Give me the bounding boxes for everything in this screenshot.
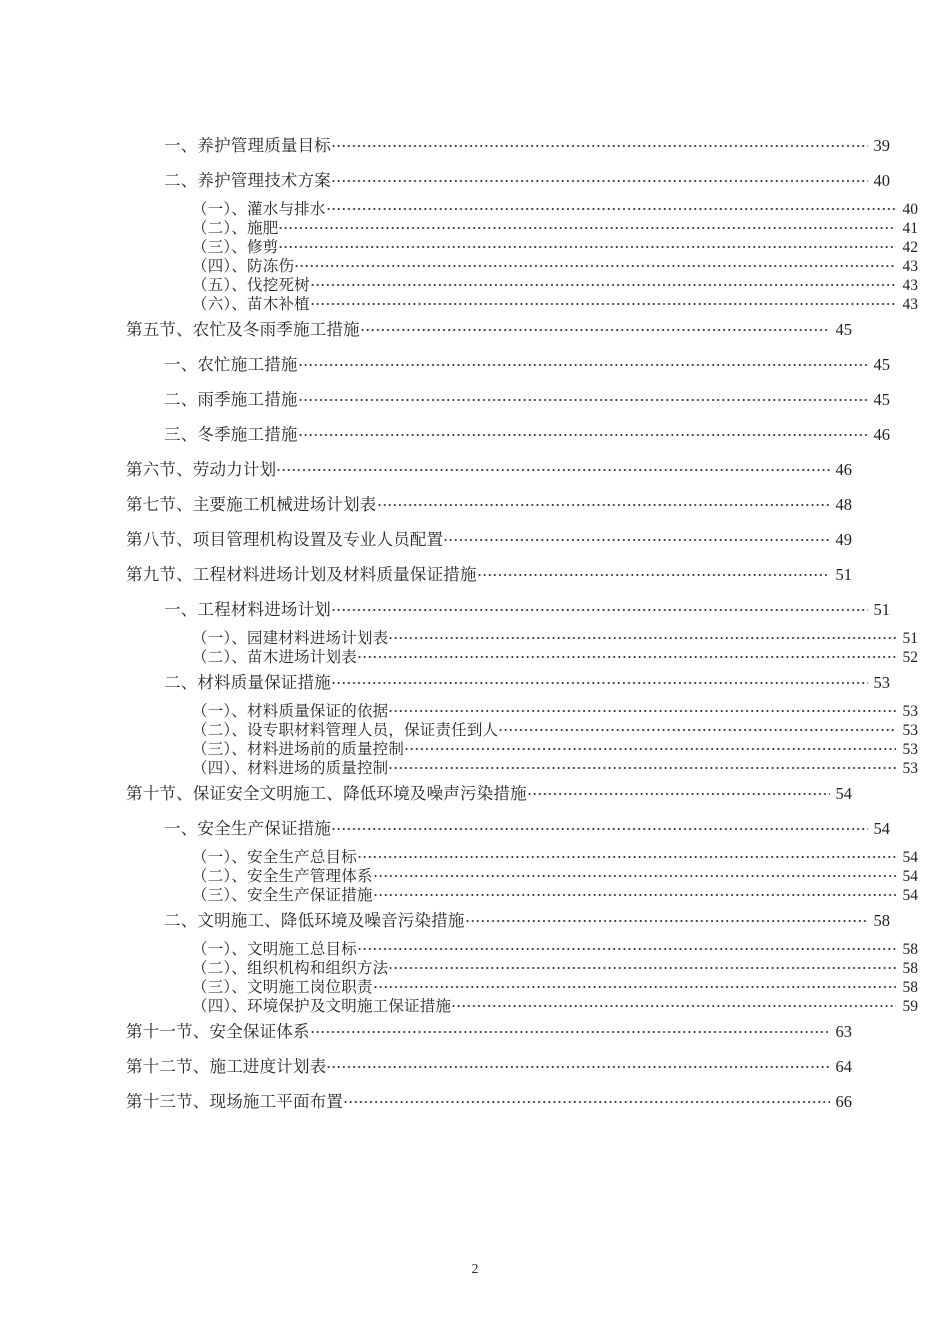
toc-entry-label: 一、工程材料进场计划 (164, 600, 331, 619)
toc-entry[interactable] (112, 738, 918, 757)
toc-entry-label: （一）、文明施工总目标 (192, 940, 357, 958)
toc-entry-label: （三）、材料进场前的质量控制 (192, 740, 405, 758)
toc-entry-label: 第八节、项目管理机构设置及专业人员配置 (126, 530, 444, 549)
toc-entry-page-number: 46 (835, 460, 852, 479)
toc-entry-label: 一、养护管理质量目标 (164, 136, 331, 155)
toc-entry[interactable] (112, 1049, 852, 1084)
toc-entry[interactable] (112, 163, 890, 198)
toc-entry[interactable] (112, 846, 918, 865)
toc-entry[interactable] (112, 1014, 852, 1049)
toc-dot-leader (298, 389, 868, 405)
toc-entry-page-number: 54 (902, 868, 918, 885)
toc-dot-leader (294, 255, 896, 271)
toc-dot-leader (527, 783, 830, 799)
toc-entry-page-number: 64 (835, 1057, 852, 1076)
toc-entry-label: （五）、伐挖死树 (192, 276, 310, 294)
toc-entry-label: （二）、苗木进场计划表 (192, 648, 357, 666)
toc-dot-leader (388, 757, 896, 773)
page-number: 2 (471, 1262, 479, 1277)
toc-entry[interactable] (112, 938, 918, 957)
toc-dot-leader (373, 976, 896, 992)
toc-dot-leader (377, 494, 831, 510)
toc-entry-label: （二）、设专职材料管理人员，保证责任到人 (192, 721, 499, 739)
toc-entry[interactable] (112, 522, 852, 557)
toc-entry-label: 三、冬季施工措施 (164, 425, 298, 444)
toc-entry-page-number: 58 (873, 911, 890, 930)
toc-dot-leader (388, 627, 896, 643)
toc-entry-page-number: 58 (902, 941, 918, 958)
toc-entry[interactable] (112, 487, 852, 522)
toc-entry[interactable] (112, 976, 918, 995)
toc-dot-leader (310, 293, 896, 309)
toc-dot-leader (331, 672, 868, 688)
toc-dot-leader (326, 198, 896, 214)
toc-entry[interactable] (112, 665, 890, 700)
toc-entry-label: （二）、组织机构和组织方法 (192, 959, 389, 977)
toc-entry-label: （一）、材料质量保证的依据 (192, 702, 389, 720)
toc-entry-page-number: 58 (902, 979, 918, 996)
toc-entry-page-number: 51 (873, 600, 890, 619)
toc-entry-label: 二、雨季施工措施 (164, 390, 298, 409)
toc-entry-page-number: 54 (835, 784, 852, 803)
toc-entry-label: （一）、园建材料进场计划表 (192, 629, 389, 647)
toc-entry[interactable] (112, 217, 918, 236)
toc-entry-label: 第九节、工程材料进场计划及材料质量保证措施 (126, 565, 477, 584)
toc-dot-leader (443, 529, 830, 545)
toc-entry[interactable] (112, 592, 890, 627)
toc-entry-page-number: 48 (835, 495, 852, 514)
toc-entry[interactable] (112, 198, 918, 217)
toc-dot-leader (310, 1021, 830, 1037)
toc-dot-leader (278, 236, 896, 252)
toc-entry-label: 第六节、劳动力计划 (126, 460, 277, 479)
toc-entry-label: （三）、修剪 (192, 238, 279, 256)
toc-entry[interactable] (112, 995, 918, 1014)
toc-entry[interactable] (112, 884, 918, 903)
toc-entry[interactable] (112, 255, 918, 274)
toc-entry-label: 第十一节、安全保证体系 (126, 1022, 310, 1041)
toc-dot-leader (276, 459, 830, 475)
toc-entry-page-number: 39 (873, 136, 890, 155)
toc-dot-leader (326, 1056, 830, 1072)
toc-dot-leader (465, 910, 868, 926)
toc-entry-label: 一、安全生产保证措施 (164, 819, 331, 838)
toc-dot-leader (298, 424, 868, 440)
toc-entry-label: （四）、防冻伤 (192, 257, 295, 275)
toc-entry[interactable] (112, 452, 852, 487)
toc-entry-page-number: 53 (902, 741, 918, 758)
toc-entry-page-number: 51 (902, 630, 918, 647)
toc-entry-label: （二）、安全生产管理体系 (192, 867, 373, 885)
toc-entry[interactable] (112, 757, 918, 776)
toc-entry[interactable] (112, 627, 918, 646)
toc-entry-page-number: 42 (902, 239, 918, 256)
toc-dot-leader (388, 700, 896, 716)
toc-dot-leader (388, 957, 896, 973)
toc-dot-leader (451, 995, 896, 1011)
toc-entry-page-number: 53 (902, 760, 918, 777)
toc-entry-page-number: 40 (902, 201, 918, 218)
toc-entry[interactable] (112, 646, 918, 665)
toc-dot-leader (331, 818, 868, 834)
toc-entry[interactable] (112, 557, 852, 592)
toc-entry[interactable] (112, 128, 890, 163)
toc-entry-page-number: 53 (902, 703, 918, 720)
toc-dot-leader (331, 135, 868, 151)
toc-entry[interactable] (112, 811, 890, 846)
toc-dot-leader (278, 217, 896, 233)
toc-entry-label: （一）、安全生产总目标 (192, 848, 357, 866)
toc-entry-page-number: 58 (902, 960, 918, 977)
toc-entry-page-number: 52 (902, 649, 918, 666)
toc-entry-page-number: 43 (902, 296, 918, 313)
toc-entry-page-number: 54 (902, 849, 918, 866)
toc-dot-leader (373, 884, 896, 900)
toc-entry-page-number: 45 (835, 320, 852, 339)
toc-entry[interactable] (112, 865, 918, 884)
toc-entry-page-number: 66 (835, 1092, 852, 1111)
toc-dot-leader (298, 354, 868, 370)
toc-entry[interactable] (112, 417, 890, 452)
toc-dot-leader (404, 738, 896, 754)
toc-entry-label: 第十三节、现场施工平面布置 (126, 1092, 344, 1111)
toc-entry-label: 二、材料质量保证措施 (164, 673, 331, 692)
toc-entry-label: 第七节、主要施工机械进场计划表 (126, 495, 377, 514)
toc-entry[interactable] (112, 382, 890, 417)
toc-dot-leader (357, 646, 896, 662)
toc-entry-label: （三）、安全生产保证措施 (192, 886, 373, 904)
toc-dot-leader (498, 719, 896, 735)
toc-entry[interactable] (112, 776, 852, 811)
toc-entry-label: 二、养护管理技术方案 (164, 171, 331, 190)
toc-dot-leader (331, 599, 868, 615)
toc-entry-page-number: 45 (873, 390, 890, 409)
toc-entry-label: 第五节、农忙及冬雨季施工措施 (126, 320, 360, 339)
toc-dot-leader (331, 170, 868, 186)
toc-entry-label: （三）、文明施工岗位职责 (192, 978, 373, 996)
toc-entry-page-number: 46 (873, 425, 890, 444)
toc-entry-page-number: 43 (902, 258, 918, 275)
toc-entry[interactable] (112, 347, 890, 382)
toc-dot-leader (360, 319, 830, 335)
toc-entry-page-number: 54 (902, 887, 918, 904)
toc-entry-label: （二）、施肥 (192, 219, 279, 237)
toc-entry-page-number: 53 (902, 722, 918, 739)
toc-entry-label: （四）、环境保护及文明施工保证措施 (192, 997, 452, 1015)
toc-entry[interactable] (112, 293, 918, 312)
toc-entry[interactable] (112, 719, 918, 738)
toc-entry-page-number: 53 (873, 673, 890, 692)
toc-dot-leader (343, 1091, 830, 1107)
toc-dot-leader (357, 846, 896, 862)
toc-entry-page-number: 59 (902, 998, 918, 1015)
toc-entry-label: 一、农忙施工措施 (164, 355, 298, 374)
toc-entry-label: （六）、苗木补植 (192, 295, 310, 313)
toc-dot-leader (477, 564, 830, 580)
toc-entry-label: 二、文明施工、降低环境及噪音污染措施 (164, 911, 465, 930)
toc-entry-page-number: 49 (835, 530, 852, 549)
toc-dot-leader (310, 274, 896, 290)
toc-entry-label: （一）、灌水与排水 (192, 200, 326, 218)
toc-entry-page-number: 63 (835, 1022, 852, 1041)
toc-entry[interactable] (112, 236, 918, 255)
toc-entry[interactable] (112, 1084, 852, 1119)
toc-entry-page-number: 43 (902, 277, 918, 294)
toc-entry-label: 第十节、保证安全文明施工、降低环境及噪声污染措施 (126, 784, 527, 803)
toc-entry-page-number: 51 (835, 565, 852, 584)
toc-entry-label: 第十二节、施工进度计划表 (126, 1057, 327, 1076)
toc-entry-page-number: 41 (902, 220, 918, 237)
toc-entry-page-number: 54 (873, 819, 890, 838)
toc-entry-page-number: 45 (873, 355, 890, 374)
toc-entry-page-number: 40 (873, 171, 890, 190)
toc-entry-label: （四）、材料进场的质量控制 (192, 759, 389, 777)
toc-entry[interactable] (112, 312, 852, 347)
toc-dot-leader (357, 938, 896, 954)
toc-entry[interactable] (112, 274, 918, 293)
table-of-contents (112, 128, 918, 1119)
toc-dot-leader (373, 865, 896, 881)
toc-entry[interactable] (112, 700, 918, 719)
toc-entry[interactable] (112, 903, 890, 938)
toc-entry[interactable] (112, 957, 918, 976)
